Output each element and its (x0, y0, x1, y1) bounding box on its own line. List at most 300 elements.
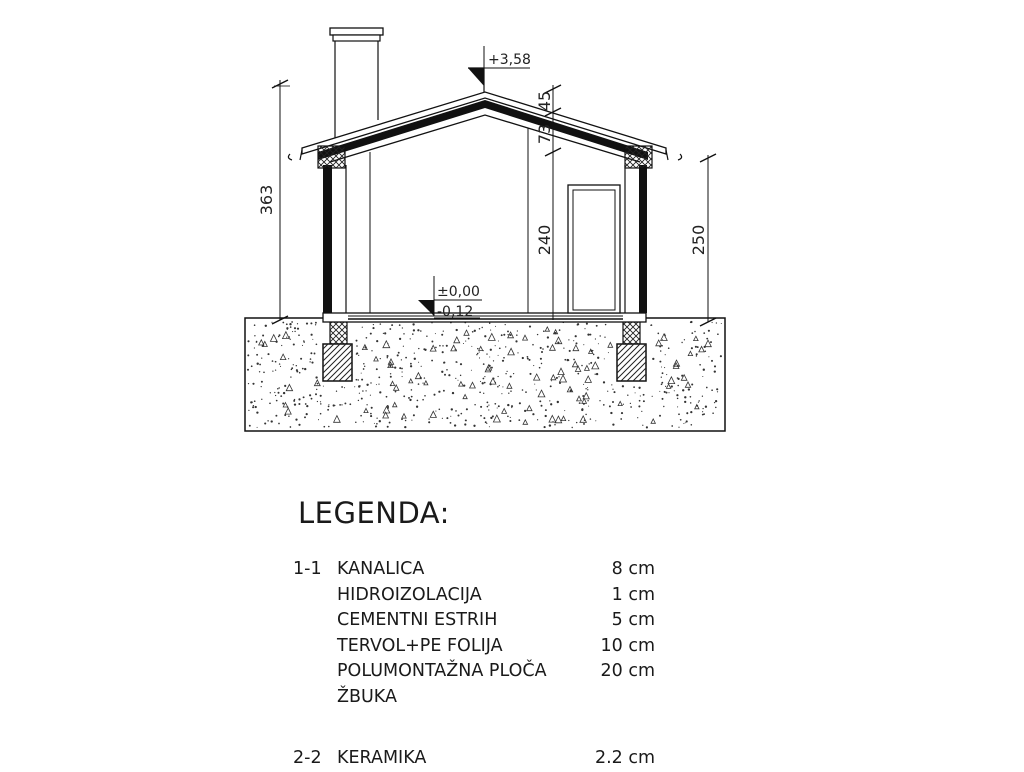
soil-dot (296, 365, 297, 366)
soil-dot (366, 404, 367, 405)
soil-dot (541, 363, 542, 364)
soil-dot (695, 346, 697, 348)
soil-dot (471, 346, 472, 347)
soil-dot (577, 373, 579, 375)
soil-dot (304, 416, 306, 418)
soil-dot (290, 426, 292, 428)
soil-dot (334, 405, 335, 406)
soil-dot (280, 395, 282, 397)
soil-dot (479, 391, 481, 393)
layer-material: TERVOL+PE FOLIJA (337, 635, 503, 656)
soil-dot (489, 426, 490, 427)
soil-dot (300, 358, 302, 360)
legend-row (293, 583, 673, 609)
soil-dot (493, 360, 494, 361)
soil-dot (356, 340, 358, 342)
soil-dot (604, 358, 605, 359)
soil-dot (702, 414, 704, 416)
soil-dot (409, 399, 411, 401)
soil-dot (499, 385, 500, 386)
soil-dot (487, 406, 489, 408)
soil-dot (703, 332, 705, 334)
dim-250: 250 (689, 224, 708, 256)
soil-dot (533, 365, 534, 366)
layer-material: POLUMONTAŽNA PLOČA (337, 661, 547, 681)
soil-dot (363, 368, 365, 370)
soil-dot (250, 401, 252, 403)
soil-dot (706, 387, 708, 389)
soil-dot (302, 368, 304, 370)
soil-dot (398, 352, 400, 354)
soil-dot (399, 324, 401, 326)
soil-dot (696, 353, 698, 355)
soil-dot (320, 395, 322, 397)
soil-dot (286, 327, 288, 329)
soil-dot (282, 403, 284, 405)
soil-dot (705, 406, 707, 408)
soil-dot (275, 415, 277, 417)
soil-dot (664, 367, 665, 368)
soil-dot (272, 360, 274, 362)
soil-dot (620, 418, 622, 420)
soil-dot (534, 384, 535, 385)
soil-dot (410, 338, 411, 339)
soil-dot (413, 414, 415, 416)
soil-dot (267, 353, 269, 355)
soil-dot (401, 359, 402, 360)
soil-dot (303, 341, 304, 342)
soil-dot (639, 400, 641, 402)
soil-dot (674, 390, 675, 391)
soil-dot (509, 420, 511, 422)
soil-dot (711, 389, 713, 391)
soil-dot (595, 338, 596, 339)
soil-dot (684, 339, 685, 340)
soil-dot (391, 324, 393, 326)
soil-dot (477, 353, 479, 355)
soil-dot (661, 366, 662, 367)
soil-dot (681, 342, 682, 343)
soil-dot (527, 358, 529, 360)
soil-dot (291, 367, 293, 369)
soil-dot (372, 327, 374, 329)
soil-dot (420, 330, 422, 332)
layer-material: KERAMIKA (337, 748, 427, 768)
soil-dot (254, 324, 256, 326)
soil-dot (422, 382, 423, 383)
soil-dot (564, 359, 566, 361)
soil-dot (474, 330, 476, 332)
soil-dot (443, 330, 444, 331)
soil-dot (593, 354, 594, 355)
soil-dot (489, 356, 490, 357)
soil-dot (596, 373, 598, 375)
soil-dot (310, 322, 312, 324)
soil-dot (540, 358, 542, 360)
soil-dot (568, 339, 569, 340)
soil-dot (598, 343, 599, 344)
soil-dot (708, 356, 709, 357)
soil-dot (609, 405, 611, 407)
layer-thickness: 1 cm (611, 584, 655, 605)
soil-dot (696, 355, 697, 356)
soil-dot (637, 417, 638, 418)
soil-dot (370, 333, 372, 335)
soil-dot (599, 400, 600, 401)
soil-dot (269, 402, 271, 404)
layer-material: KANALICA (337, 559, 425, 579)
soil-dot (366, 337, 368, 339)
soil-dot (414, 353, 415, 354)
soil-dot (262, 334, 264, 336)
soil-dot (641, 411, 642, 412)
soil-dot (271, 420, 273, 422)
soil-dot (575, 342, 577, 344)
soil-dot (414, 358, 416, 360)
soil-dot (541, 351, 543, 353)
legend-row (293, 608, 673, 634)
soil-dot (450, 416, 451, 417)
soil-dot (306, 405, 308, 407)
soil-dot (356, 379, 358, 381)
soil-dot (702, 396, 703, 397)
soil-dot (410, 365, 412, 367)
soil-dot (312, 339, 313, 340)
soil-dot (378, 384, 379, 385)
soil-dot (501, 393, 502, 394)
soil-dot (490, 349, 492, 351)
soil-dot (270, 392, 271, 393)
soil-dot (403, 333, 404, 334)
soil-dot (688, 388, 690, 390)
soil-dot (261, 357, 262, 358)
soil-dot (292, 331, 293, 332)
soil-dot (421, 366, 422, 367)
soil-dot (311, 334, 313, 336)
soil-dot (442, 418, 443, 419)
soil-dot (465, 341, 466, 342)
soil-dot (522, 389, 524, 391)
soil-dot (316, 343, 318, 345)
soil-dot (691, 347, 693, 349)
soil-dot (380, 358, 381, 359)
soil-dot (527, 356, 529, 358)
level-floor-label: ±0,00 (437, 284, 480, 300)
soil-dot (540, 347, 542, 349)
soil-dot (691, 383, 693, 385)
soil-dot (581, 365, 583, 367)
soil-dot (441, 371, 443, 373)
soil-dot (365, 390, 366, 391)
soil-dot (716, 388, 718, 390)
soil-dot (254, 400, 256, 402)
roof (288, 92, 681, 168)
soil-dot (387, 426, 389, 428)
soil-dot (455, 410, 457, 412)
dim-73: 73 (535, 123, 554, 145)
soil-dot (424, 395, 426, 397)
soil-dot (612, 389, 613, 390)
soil-dot (418, 348, 419, 349)
soil-dot (584, 328, 585, 329)
soil-dot (295, 418, 297, 420)
soil-dot (311, 362, 313, 364)
soil-dot (638, 387, 640, 389)
soil-dot (472, 331, 474, 333)
soil-dot (336, 391, 337, 392)
soil-dot (357, 379, 358, 380)
soil-dot (304, 368, 306, 370)
soil-dot (376, 368, 378, 370)
layer-material: CEMENTNI ESTRIH (337, 610, 498, 630)
soil-dot (662, 372, 664, 374)
wall-right (625, 165, 647, 313)
soil-dot (417, 329, 419, 331)
soil-dot (279, 363, 280, 364)
soil-dot (480, 381, 481, 382)
soil-dot (473, 425, 475, 427)
soil-dot (588, 406, 589, 407)
chimney (330, 28, 383, 140)
soil-dot (376, 384, 377, 385)
soil-dot (595, 374, 596, 375)
soil-dot (310, 352, 312, 354)
soil-dot (714, 402, 715, 403)
soil-dot (659, 361, 661, 363)
soil-dot (317, 401, 318, 402)
soil-dot (483, 393, 484, 394)
soil-dot (545, 409, 547, 411)
soil-dot (490, 330, 491, 331)
soil-dot (364, 366, 365, 367)
soil-dot (256, 354, 258, 356)
soil-dot (575, 335, 577, 337)
soil-dot (510, 334, 512, 336)
soil-dot (247, 340, 249, 342)
soil-dot (564, 410, 565, 411)
soil-dot (293, 400, 295, 402)
soil-dot (294, 331, 295, 332)
soil-dot (486, 401, 488, 403)
soil-dot (503, 334, 505, 336)
soil-dot (272, 370, 273, 371)
soil-dot (358, 400, 359, 401)
soil-dot (315, 393, 317, 395)
soil-dot (444, 374, 446, 376)
soil-dot (361, 379, 363, 381)
soil-dot (293, 343, 295, 345)
soil-dot (298, 424, 300, 426)
soil-dot (663, 406, 664, 407)
soil-dot (482, 327, 483, 328)
soil-dot (595, 420, 596, 421)
soil-dot (630, 406, 632, 408)
soil-dot (581, 408, 583, 410)
soil-dot (529, 373, 531, 375)
soil-dot (291, 321, 293, 323)
soil-dot (589, 334, 591, 336)
soil-dot (389, 328, 391, 330)
soil-dot (593, 350, 594, 351)
soil-dot (405, 420, 407, 422)
layer-thickness: 10 cm (600, 635, 655, 656)
soil-dot (690, 321, 692, 323)
soil-dot (361, 373, 362, 374)
soil-dot (358, 355, 359, 356)
soil-dot (519, 402, 521, 404)
legend-row (293, 634, 673, 660)
soil-dot (640, 395, 641, 396)
soil-dot (309, 361, 310, 362)
soil-dot (491, 367, 493, 369)
soil-dot (600, 335, 601, 336)
soil-dot (361, 398, 363, 400)
soil-dot (450, 422, 452, 424)
soil-dot (652, 358, 654, 360)
floor-slab (323, 313, 646, 322)
soil-dot (281, 345, 282, 346)
soil-dot (483, 417, 485, 419)
soil-dot (339, 404, 341, 406)
soil-dot (517, 352, 518, 353)
soil-dot (310, 358, 312, 360)
soil-dot (328, 406, 330, 408)
soil-dot (506, 371, 507, 372)
soil-dot (657, 333, 659, 335)
soil-dot (298, 398, 300, 400)
soil-dot (386, 396, 388, 398)
soil-dot (536, 389, 537, 390)
soil-dot (404, 426, 406, 428)
soil-dot (605, 324, 606, 325)
soil-dot (383, 333, 384, 334)
soil-dot (247, 354, 249, 356)
soil-dot (284, 385, 286, 387)
soil-dot (261, 386, 262, 387)
soil-dot (463, 343, 464, 344)
soil-dot (435, 333, 436, 334)
soil-dot (402, 327, 403, 328)
soil-dot (276, 400, 278, 402)
soil-dot (344, 387, 345, 388)
soil-dot (671, 425, 673, 427)
soil-dot (524, 410, 526, 412)
soil-dot (254, 347, 255, 348)
soil-dot (666, 374, 667, 375)
soil-dot (515, 340, 517, 342)
soil-dot (428, 418, 429, 419)
soil-dot (662, 339, 663, 340)
soil-dot (613, 391, 615, 393)
soil-dot (288, 358, 289, 359)
soil-dot (497, 407, 498, 408)
soil-dot (623, 404, 624, 405)
soil-dot (705, 351, 707, 353)
soil-dot (643, 394, 645, 396)
soil-dot (587, 389, 588, 390)
soil-dot (596, 325, 598, 327)
soil-dot (323, 426, 325, 428)
soil-dot (249, 425, 251, 427)
soil-dot (411, 420, 412, 421)
soil-dot (543, 330, 545, 332)
soil-dot (390, 373, 391, 374)
soil-dot (362, 390, 364, 392)
soil-dot (384, 332, 386, 334)
soil-dot (278, 423, 280, 425)
soil-dot (678, 378, 680, 380)
soil-dot (486, 353, 487, 354)
soil-dot (511, 405, 513, 407)
soil-dot (356, 353, 358, 355)
soil-dot (568, 359, 570, 361)
soil-dot (635, 392, 636, 393)
soil-dot (528, 359, 530, 361)
soil-dot (401, 368, 403, 370)
soil-dot (370, 413, 372, 415)
soil-dot (550, 385, 552, 387)
soil-dot (408, 397, 410, 399)
soil-dot (484, 382, 486, 384)
soil-dot (544, 426, 546, 428)
soil-dot (677, 398, 679, 400)
layer-material: ŽBUKA (337, 686, 397, 707)
legend-row (293, 659, 673, 685)
soil-dot (608, 352, 609, 353)
soil-dot (443, 390, 445, 392)
soil-dot (603, 404, 605, 406)
soil-dot (252, 383, 254, 385)
soil-dot (510, 376, 512, 378)
soil-dot (416, 406, 418, 408)
level-ground-label: -0,12 (437, 304, 474, 320)
soil-dot (439, 345, 441, 347)
soil-dot (328, 404, 329, 405)
soil-dot (315, 324, 316, 325)
soil-dot (286, 337, 287, 338)
soil-dot (485, 421, 487, 423)
soil-dot (315, 322, 317, 324)
soil-dot (716, 322, 717, 323)
soil-dot (662, 398, 664, 400)
soil-dot (460, 375, 461, 376)
soil-dot (699, 364, 701, 366)
soil-dot (510, 417, 511, 418)
soil-dot (678, 413, 680, 415)
soil-dot (280, 366, 281, 367)
soil-dot (522, 357, 524, 359)
soil-dot (442, 351, 444, 353)
soil-dot (320, 401, 321, 402)
soil-dot (715, 407, 717, 409)
soil-dot (435, 411, 436, 412)
soil-dot (455, 378, 456, 379)
soil-dot (355, 421, 357, 423)
soil-dot (303, 396, 305, 398)
soil-dot (505, 373, 506, 374)
soil-dot (622, 385, 624, 387)
soil-dot (677, 385, 679, 387)
soil-dot (479, 328, 481, 330)
soil-dot (282, 322, 284, 324)
soil-dot (405, 357, 407, 359)
soil-dot (708, 330, 710, 332)
soil-dot (684, 401, 686, 403)
layer-thickness: 2.2 cm (594, 748, 655, 768)
soil-dot (668, 347, 670, 349)
soil-dot (379, 420, 381, 422)
soil-dot (502, 386, 503, 387)
